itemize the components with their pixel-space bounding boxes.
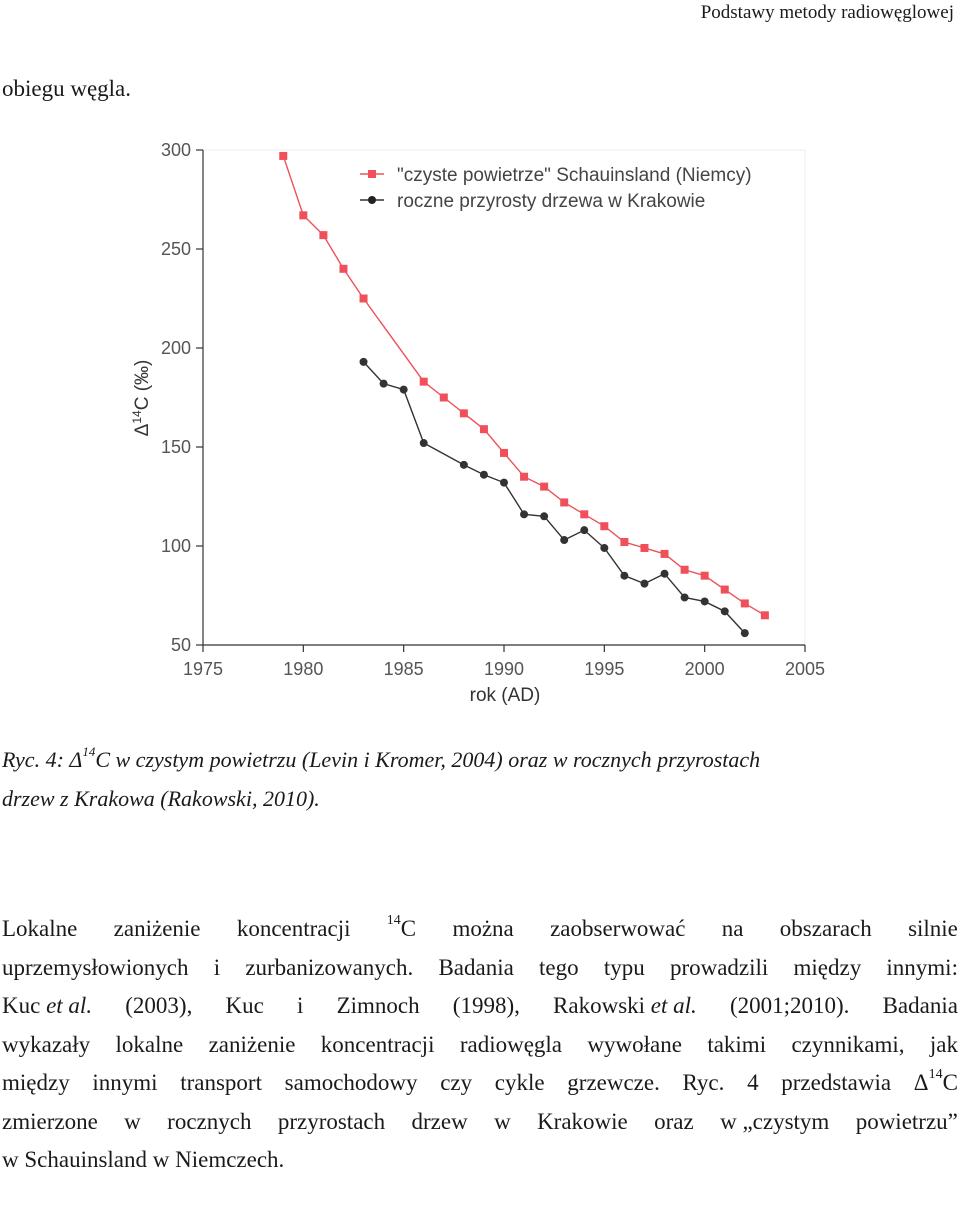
body-paragraph bbox=[2, 910, 958, 1180]
data-point-circle bbox=[480, 471, 488, 479]
data-point-circle bbox=[360, 358, 368, 366]
word: i bbox=[213, 954, 221, 980]
caption-line-2: drzew z Krakowa (Rakowski, 2010). bbox=[2, 786, 320, 811]
word: (2001;2010). bbox=[729, 993, 850, 1018]
data-point-square bbox=[600, 522, 608, 530]
data-point-circle bbox=[620, 572, 628, 580]
word: prowadzili bbox=[669, 954, 769, 980]
data-point-circle bbox=[460, 461, 468, 469]
word: zaobserwować bbox=[550, 916, 686, 941]
data-point-circle bbox=[560, 536, 568, 544]
y-axis-label: $\Delta^{14}C$ (‰) bbox=[130, 359, 153, 437]
body-line-3 bbox=[2, 987, 958, 1026]
word: Kuc bbox=[225, 993, 264, 1018]
word: typu bbox=[603, 954, 645, 980]
word: powietrzu” bbox=[855, 1108, 958, 1134]
data-point-square bbox=[640, 544, 648, 552]
word: obszarach bbox=[779, 916, 872, 941]
data-point-circle bbox=[640, 580, 648, 588]
word: zmierzone bbox=[2, 1108, 98, 1134]
sup-14: 14 bbox=[386, 913, 401, 929]
data-point-circle bbox=[701, 597, 709, 605]
word: między bbox=[793, 954, 862, 980]
data-point-square bbox=[440, 394, 448, 402]
word: cykle bbox=[494, 1070, 545, 1095]
word: drzew bbox=[411, 1108, 468, 1134]
word: koncentracji bbox=[236, 916, 351, 941]
body-line-5 bbox=[2, 1064, 958, 1103]
word: radiowęgla bbox=[459, 1031, 563, 1057]
data-point-square bbox=[741, 599, 749, 607]
citation-kuc-etal bbox=[2, 987, 92, 1026]
word: 4 bbox=[747, 1070, 759, 1095]
data-point-square bbox=[580, 510, 588, 518]
data-point-circle bbox=[520, 510, 528, 518]
body-line-6 bbox=[2, 1103, 958, 1142]
word: wykazały bbox=[2, 1031, 91, 1057]
word: między bbox=[2, 1070, 70, 1095]
word: czy bbox=[440, 1070, 473, 1095]
data-point-square bbox=[279, 152, 287, 160]
letter-c: C bbox=[400, 916, 417, 941]
y-tick-label: 150 bbox=[160, 437, 191, 457]
word: zaniżenie bbox=[208, 1031, 296, 1057]
body-line-4 bbox=[2, 1026, 958, 1065]
word: Kuc bbox=[2, 993, 41, 1018]
word: tego bbox=[539, 954, 579, 980]
data-point-square bbox=[460, 409, 468, 417]
word: jak bbox=[929, 1031, 958, 1057]
word: przedstawia bbox=[781, 1070, 892, 1095]
data-point-square bbox=[620, 538, 628, 546]
data-point-square bbox=[721, 586, 729, 594]
word: Ryc. bbox=[682, 1070, 725, 1095]
data-point-square bbox=[661, 550, 669, 558]
data-point-square bbox=[540, 483, 548, 491]
delta-symbol: Δ bbox=[913, 1070, 929, 1095]
y-tick-label: 300 bbox=[160, 140, 191, 160]
data-point-square bbox=[360, 295, 368, 303]
x-axis-label: rok (AD) bbox=[469, 685, 541, 706]
et-al: et al. bbox=[46, 993, 93, 1018]
plot-area bbox=[203, 150, 805, 645]
caption-prefix: Ryc. 4: Δ bbox=[2, 747, 83, 772]
word: w bbox=[494, 1108, 511, 1134]
word-delta14c bbox=[914, 1064, 958, 1103]
data-point-square bbox=[500, 449, 508, 457]
word: w bbox=[720, 1108, 737, 1134]
word: zaniżenie bbox=[113, 916, 201, 941]
data-point-circle bbox=[580, 526, 588, 534]
x-tick-label: 1990 bbox=[483, 659, 525, 679]
caption-sup: 14 bbox=[82, 743, 96, 759]
word: Rakowski bbox=[553, 993, 646, 1018]
caption-rest: C w czystym powietrzu (Levin i Kromer, 2004) oraz w rocznych przyrostach bbox=[95, 747, 761, 772]
word: Badania bbox=[438, 954, 514, 980]
body-line-7: w Schauinsland w Niemczech. bbox=[2, 1147, 285, 1172]
data-point-square bbox=[319, 231, 327, 239]
y-tick-label: 200 bbox=[160, 338, 191, 358]
data-point-square bbox=[520, 473, 528, 481]
x-tick-label: 1980 bbox=[283, 659, 324, 679]
word: uprzemysłowionych bbox=[2, 954, 189, 980]
word: innymi: bbox=[886, 954, 958, 980]
running-header: Podstawy metody radiowęglowej bbox=[700, 2, 954, 23]
letter-c: C bbox=[942, 1070, 958, 1095]
data-point-square bbox=[299, 211, 307, 219]
body-line-2 bbox=[2, 949, 958, 988]
word: takimi bbox=[707, 1031, 767, 1057]
legend-marker-square-icon bbox=[368, 170, 376, 178]
data-point-circle bbox=[661, 570, 669, 578]
data-point-square bbox=[480, 425, 488, 433]
data-point-circle bbox=[380, 380, 388, 388]
data-point-square bbox=[761, 611, 769, 619]
word: oraz bbox=[654, 1108, 694, 1134]
word: można bbox=[452, 916, 514, 941]
word: „czystym bbox=[742, 1108, 830, 1134]
word: w bbox=[124, 1108, 141, 1134]
data-point-circle bbox=[420, 439, 428, 447]
word: przyrostach bbox=[277, 1108, 386, 1134]
data-point-square bbox=[420, 378, 428, 386]
y-tick-label: 50 bbox=[170, 635, 191, 655]
word: i bbox=[297, 993, 304, 1018]
caption-line-1 bbox=[2, 740, 952, 779]
word: Lokalne bbox=[2, 916, 78, 941]
legend-label-krakow: roczne przyrosty drzewa w Krakowie bbox=[397, 191, 706, 212]
x-tick-label: 1995 bbox=[584, 659, 625, 679]
word-14c bbox=[387, 910, 416, 949]
legend-marker-circle-icon bbox=[368, 196, 376, 204]
data-point-circle bbox=[681, 593, 689, 601]
word: grzewcze. bbox=[567, 1070, 660, 1095]
et-al: et al. bbox=[650, 993, 697, 1018]
word: rocznych bbox=[167, 1108, 252, 1134]
word: samochodowy bbox=[284, 1070, 418, 1095]
body-line-1 bbox=[2, 910, 958, 949]
figure-delta14c-chart bbox=[120, 130, 840, 710]
word: czynnikami, bbox=[791, 1031, 905, 1057]
sup-14: 14 bbox=[928, 1067, 943, 1083]
data-point-circle bbox=[540, 512, 548, 520]
word: Krakowie bbox=[537, 1108, 628, 1134]
y-tick-label: 100 bbox=[160, 536, 191, 556]
data-point-circle bbox=[500, 479, 508, 487]
x-tick-label: 1975 bbox=[182, 659, 224, 679]
word: transport bbox=[180, 1070, 262, 1095]
word: innymi bbox=[92, 1070, 158, 1095]
data-point-circle bbox=[721, 607, 729, 615]
citation-rakowski-etal bbox=[553, 987, 697, 1026]
lead-text: obiegu węgla. bbox=[2, 76, 132, 101]
word: lokalne bbox=[115, 1031, 184, 1057]
data-point-square bbox=[339, 265, 347, 273]
phrase-w-czystym bbox=[720, 1103, 829, 1142]
data-point-square bbox=[681, 566, 689, 574]
word: wywołane bbox=[587, 1031, 682, 1057]
word: (1998), bbox=[452, 993, 520, 1018]
x-tick-label: 1985 bbox=[383, 659, 424, 679]
word: koncentracji bbox=[320, 1031, 435, 1057]
figure-caption bbox=[2, 740, 952, 818]
data-point-circle bbox=[741, 629, 749, 637]
word: (2003), bbox=[125, 993, 193, 1018]
x-tick-label: 2000 bbox=[684, 659, 725, 679]
legend-label-schauinsland: "czyste powietrze" Schauinsland (Niemcy) bbox=[397, 165, 752, 186]
chart-svg bbox=[120, 130, 840, 710]
word: Zimnoch bbox=[336, 993, 420, 1018]
word: na bbox=[721, 916, 744, 941]
x-tick-label: 2005 bbox=[784, 659, 826, 679]
data-point-circle bbox=[600, 544, 608, 552]
data-point-square bbox=[701, 572, 709, 580]
data-point-square bbox=[560, 498, 568, 506]
word: silnie bbox=[908, 916, 958, 941]
y-tick-label: 250 bbox=[160, 239, 191, 259]
word: Badania bbox=[882, 993, 958, 1018]
word: zurbanizowanych. bbox=[245, 954, 414, 980]
data-point-circle bbox=[400, 386, 408, 394]
